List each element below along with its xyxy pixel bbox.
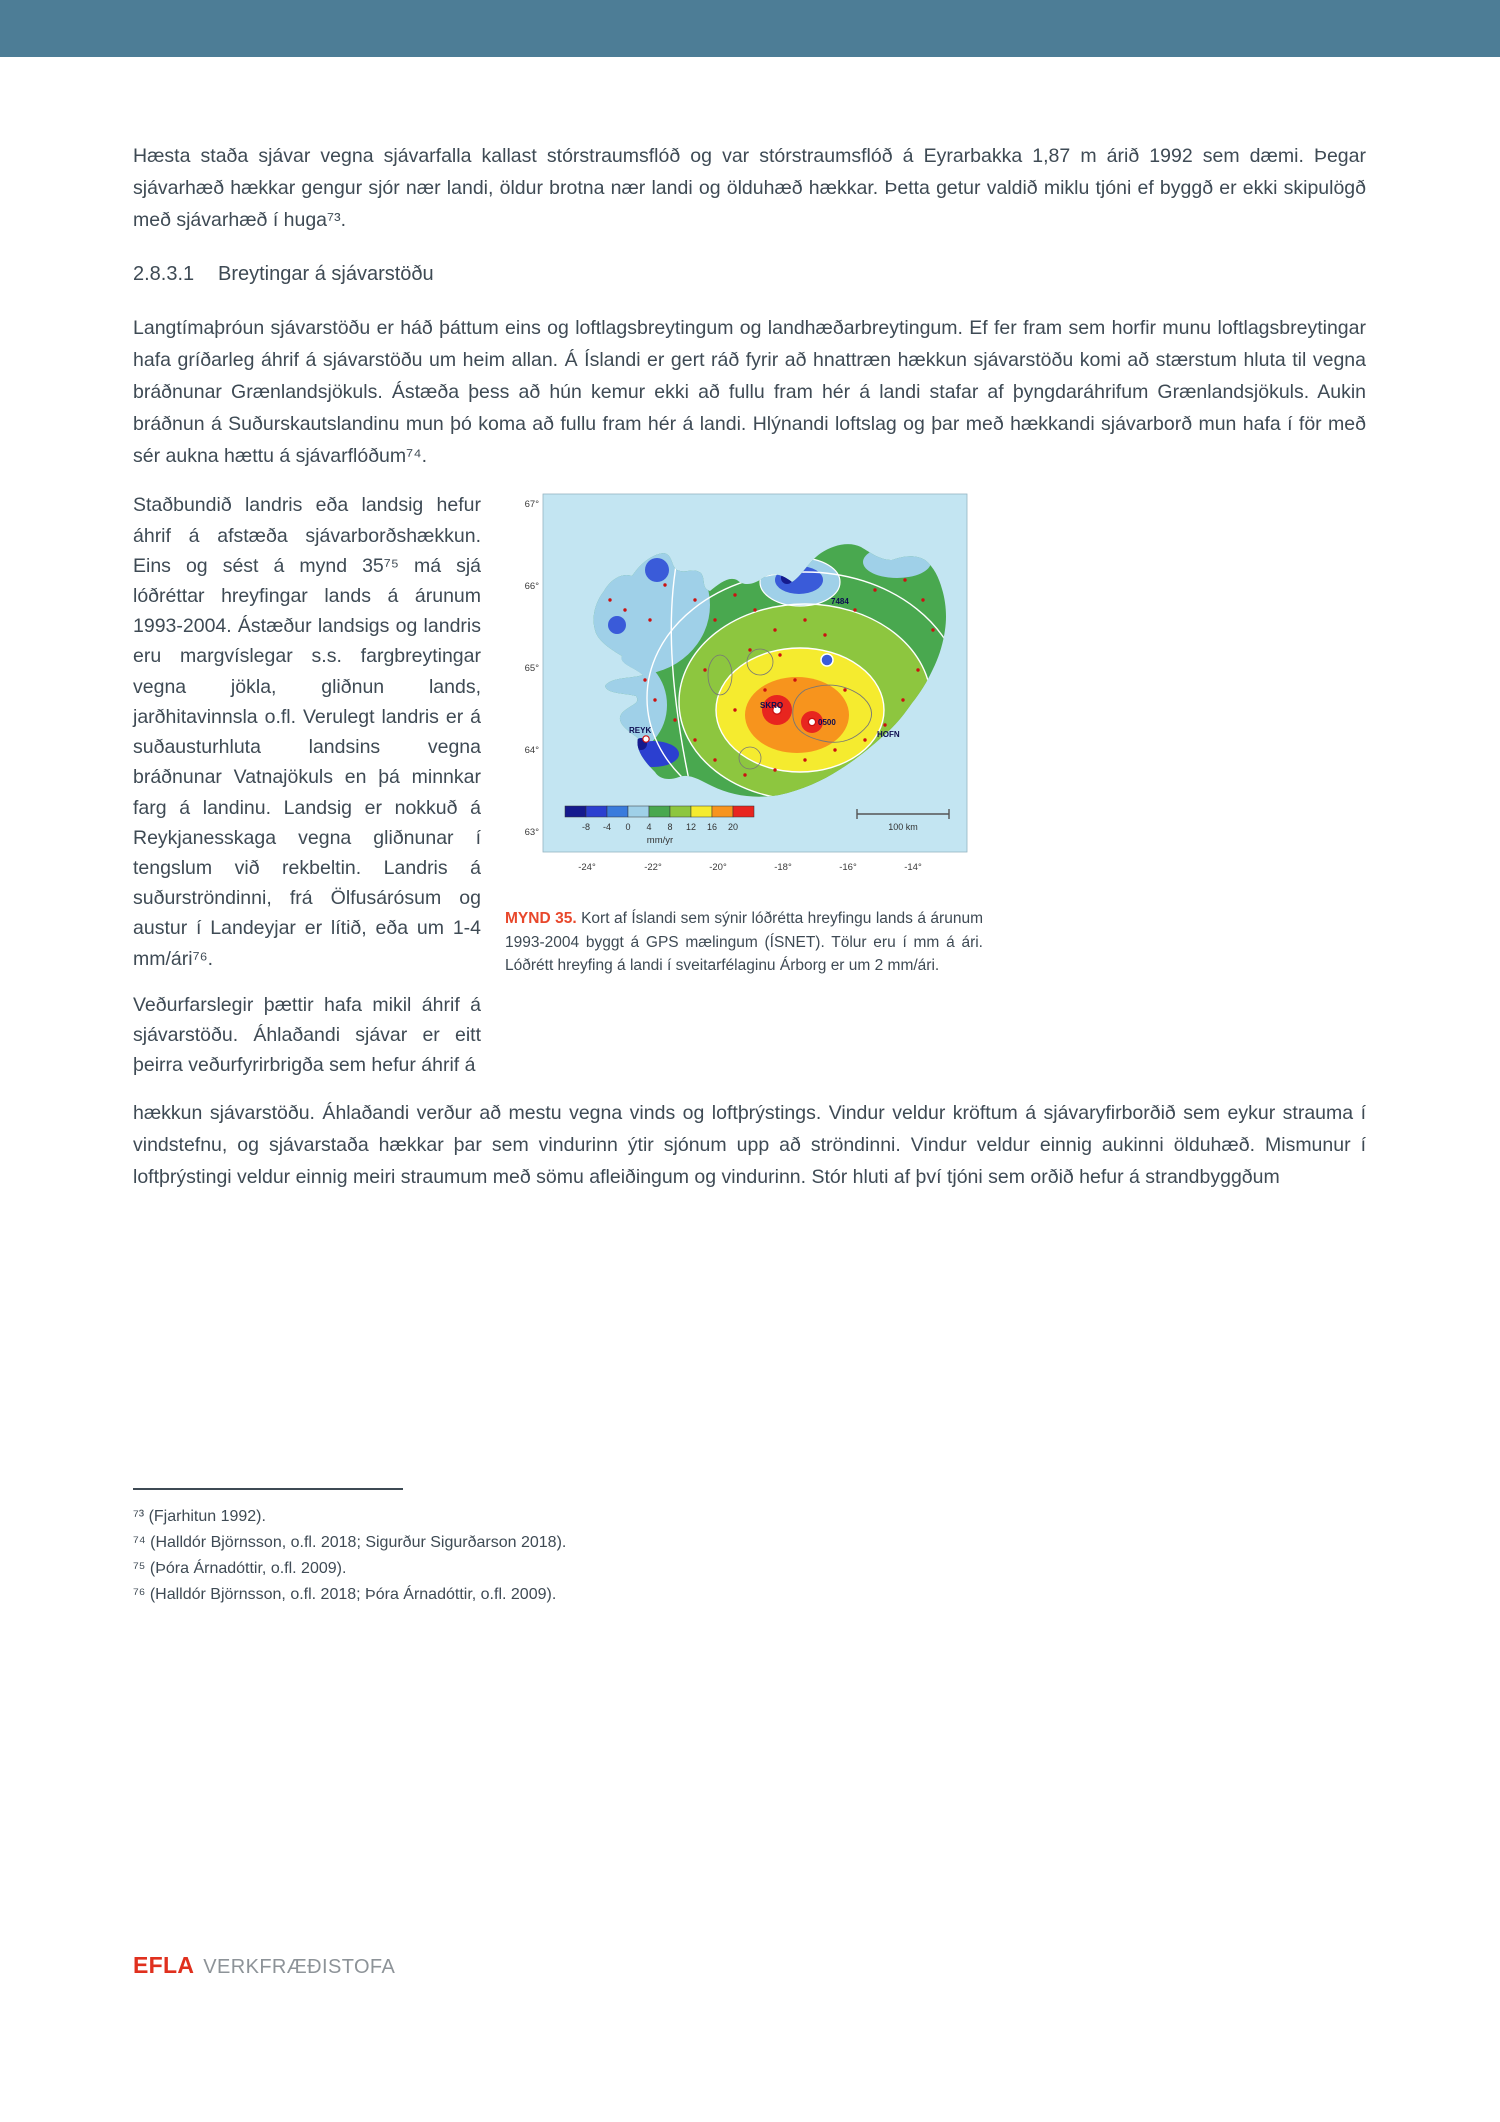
lat-tick: 67° (524, 499, 539, 511)
paragraph-weather-rest: hækkun sjávarstöðu. Áhlaðandi verður að mestu vegna vinds og loftþrýstings. Vindur veldur kröftum á sjávaryfirborðið sem eykur strauma í vindstefnu, og sjávarstaða hækkar þar sem vindurinn ýtir sjónum upp að ströndinni. Vindur veldur einnig aukinni ölduhæð. Mismunur í loftþrýstingi veldur einnig meiri straumum með sömu afleiðingum og vindurinn. Stór hluti af því tjóni sem orðið hefur á strandbyggðum (133, 1101, 1366, 1188)
iceland-uplift-map (505, 490, 975, 895)
station-label-skro: SKRO (760, 701, 784, 711)
lon-tick: -14° (904, 862, 922, 874)
legend-value: -8 (581, 822, 591, 833)
footnotes-block (133, 1488, 1113, 1608)
legend-value: 8 (667, 822, 673, 833)
section-heading (133, 263, 1366, 286)
footnote: ⁷⁵ (Þóra Árnadóttir, o.fl. 2009). (133, 1559, 347, 1577)
station-label-reyk: REYK (629, 726, 652, 736)
legend-swatch (628, 806, 649, 817)
legend-value: 4 (646, 822, 652, 833)
legend-value: 12 (685, 822, 697, 833)
page-footer (133, 1952, 395, 1979)
lon-tick: -22° (644, 862, 662, 874)
company-logo-suffix: VERKFRÆÐISTOFA (203, 1956, 396, 1978)
map-svg (505, 490, 975, 890)
footnote: ⁷⁴ (Halldór Björnsson, o.fl. 2018; Sigurður Sigurðarson 2018). (133, 1533, 567, 1551)
lat-tick: 66° (524, 581, 539, 593)
footnote: ⁷⁶ (Halldór Björnsson, o.fl. 2018; Þóra Árnadóttir, o.fl. 2009). (133, 1585, 557, 1603)
station-label-7484: 7484 (831, 597, 849, 607)
lat-tick: 64° (524, 745, 539, 757)
legend-swatch (691, 806, 712, 817)
two-column-section (133, 490, 1366, 1096)
latitude-axis (525, 499, 540, 838)
legend-value: -4 (602, 822, 612, 833)
left-text-column (133, 490, 481, 1096)
longitude-axis (578, 862, 922, 873)
figure-caption (505, 907, 983, 977)
header-color-bar (0, 0, 1500, 57)
station-label-0500: 0500 (818, 718, 836, 728)
lon-tick: -24° (578, 862, 596, 874)
legend-value: 0 (625, 822, 631, 833)
paragraph-landrise: Staðbundið landris eða landsig hefur áhrif á afstæða sjávarborðshækkun. Eins og sést á mynd 35⁷⁵ má sjá lóðréttar hreyfingar lands á árunum 1993-2004. Ástæður landsigs og landris eru margvíslegar s.s. fargbreytingar vegna jökla, gliðnun lands, jarðhitavinnsla o.fl. Verulegt landris er á suðausturhluta landsins vegna bráðnunar Vatnajökuls en þá minnkar farg á landinu. Landsig er nokkuð á Reykjanesskaga vegna gliðnunar í tengslum við rekbeltin. Landris á suðurströndinni, frá Ölfusárósum og austur í Landeyjar er lítið, eða um 1-4 mm/ári⁷⁶. (133, 494, 481, 970)
lon-tick: -18° (774, 862, 792, 874)
lat-tick: 63° (524, 827, 539, 839)
footnote-divider (133, 1488, 403, 1490)
page-content (0, 57, 1500, 1193)
lon-tick: -20° (709, 862, 727, 874)
scale-bar-label: 100 km (888, 822, 918, 833)
legend-swatch (607, 806, 628, 817)
section-title: Breytingar á sjávarstöðu (218, 262, 434, 285)
legend-swatch (565, 806, 586, 817)
legend-swatch (586, 806, 607, 817)
legend-swatch (712, 806, 733, 817)
legend-unit: mm/yr (646, 835, 674, 847)
lon-tick: -16° (839, 862, 857, 874)
legend-value: 16 (706, 822, 718, 833)
section-number: 2.8.3.1 (133, 262, 195, 285)
legend-swatch (670, 806, 691, 817)
company-logo-text: EFLA (133, 1952, 195, 1978)
figure-caption-text: Kort af Íslandi sem sýnir lóðrétta hreyfingu lands á árunum 1993-2004 byggt á GPS mælingum (ÍSNET). Tölur eru í mm á ári. Lóðrétt hreyfing á landi í sveitarfélaginu Árborg er um 2 mm/ári. (505, 910, 983, 974)
footnote: ⁷³ (Fjarhitun 1992). (133, 1508, 266, 1525)
figure-caption-label: MYND 35. (505, 910, 577, 928)
figure-block (505, 490, 985, 1096)
paragraph-tides: Hæsta staða sjávar vegna sjávarfalla kallast stórstraumsflóð og var stórstraumsflóð á Eyrarbakka 1,87 m árið 1992 sem dæmi. Þegar sjávarhæð hækkar gengur sjór nær landi, öldur brotna nær landi og ölduhæð hækkar. Þetta getur valdið miklu tjóni ef byggð er ekki skipulögð með sjávarhæð í huga⁷³. (133, 145, 1366, 232)
legend-swatch (733, 806, 754, 817)
paragraph-weather-start: Veðurfarslegir þættir hafa mikil áhrif á sjávarstöðu. Áhlaðandi sjávar er eitt þeirra veðurfyrirbrigða sem hefur áhrif á (133, 993, 481, 1077)
lat-tick: 65° (524, 663, 539, 675)
legend-value: 20 (727, 822, 739, 833)
station-label-hofn: HOFN (877, 730, 900, 740)
legend-swatch (649, 806, 670, 817)
paragraph-longterm: Langtímaþróun sjávarstöðu er háð þáttum eins og loftlagsbreytingum og landhæðarbreytingum. Ef fer fram sem horfir munu loftlagsbreytingar hafa gríðarleg áhrif á sjávarstöðu um heim allan. Á Íslandi er gert ráð fyrir að hnattræn hækkun sjávarstöðu komi að stærstum hluta til vegna bráðnunar Grænlandsjökuls. Ástæða þess að hún kemur ekki að fullu fram hér á landi stafar af þyngdaráhrifum Grænlandsjökuls. Aukin bráðnun á Suðurskautslandinu mun þó koma að fullu fram hér á landi. Hlýnandi loftslag og þar með hækkandi sjávarborð mun hafa í för með sér aukna hættu á sjávarflóðum⁷⁴. (133, 316, 1366, 468)
